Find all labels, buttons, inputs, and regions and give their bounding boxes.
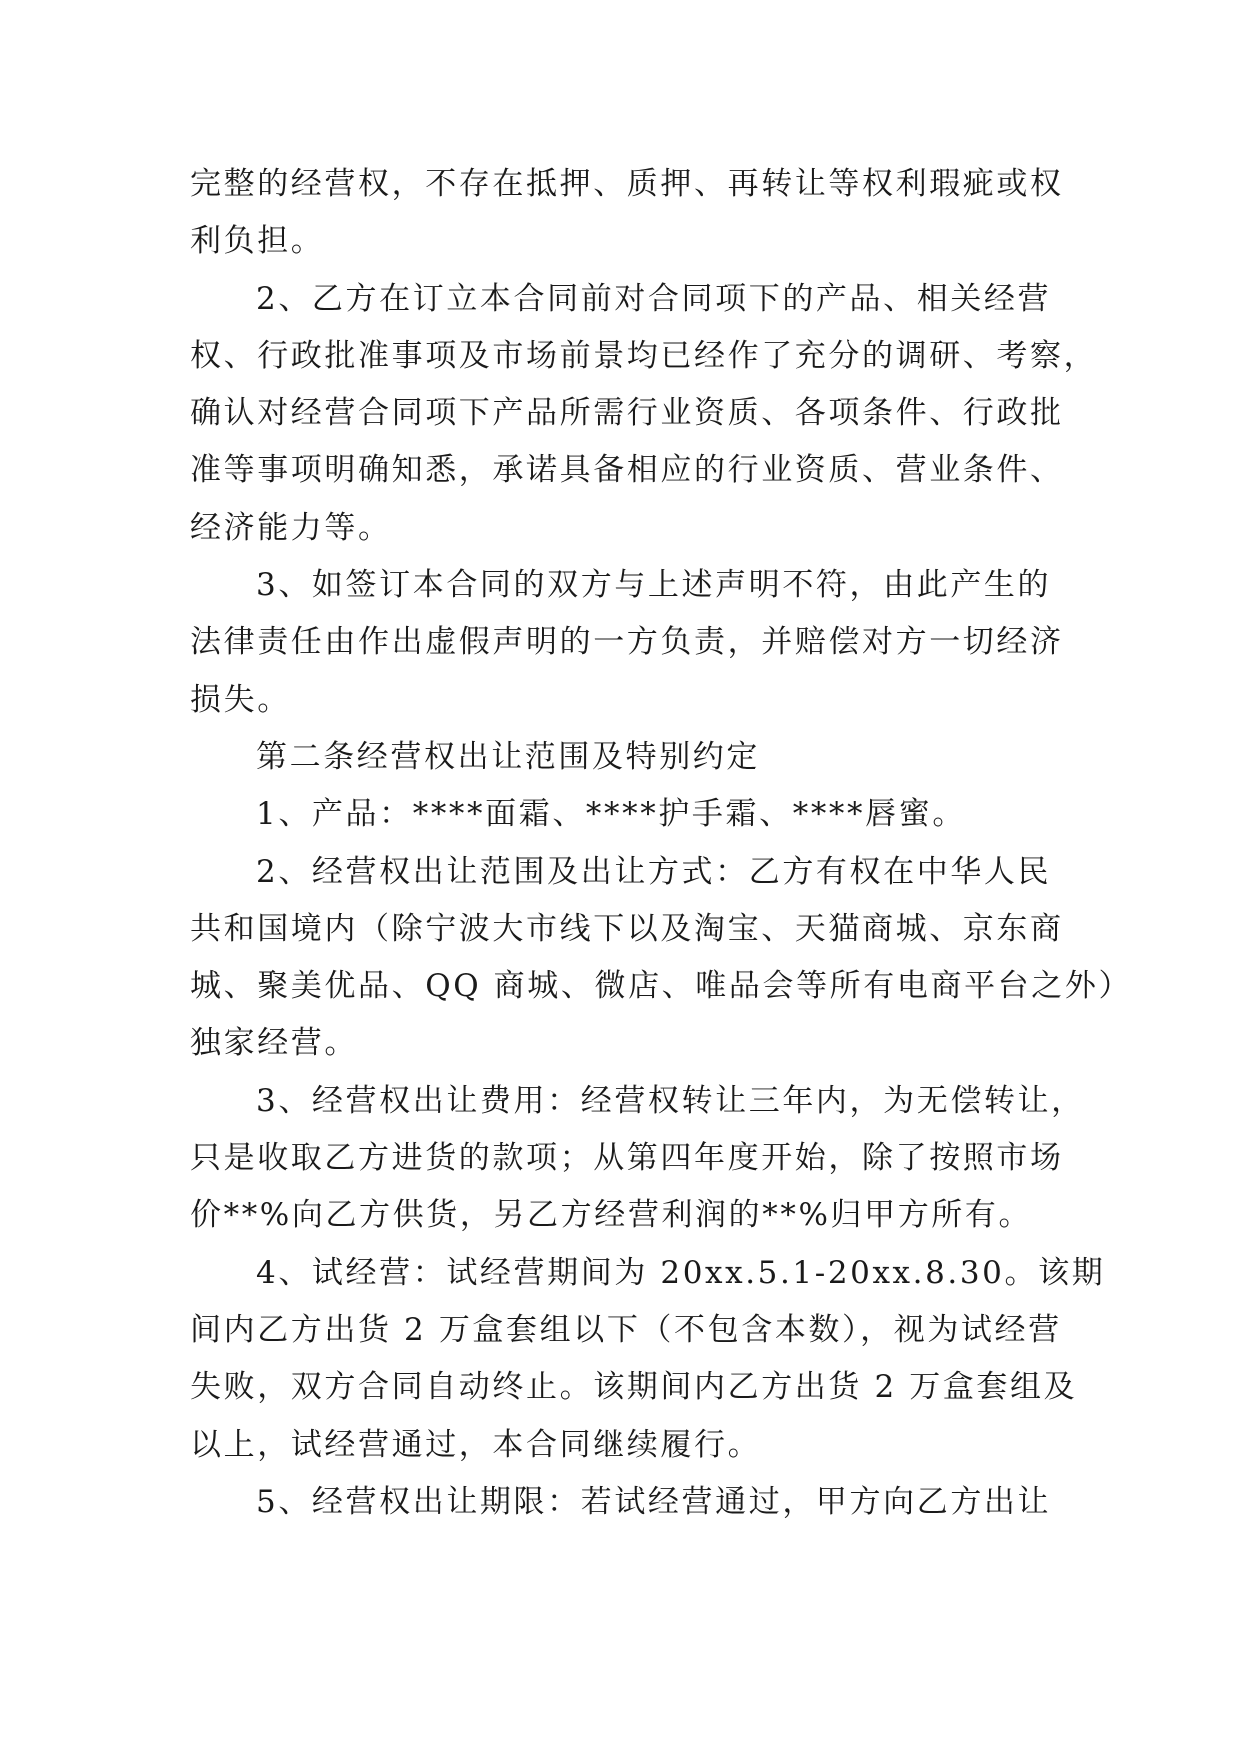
paragraph-line: 2、乙方在订立本合同前对合同项下的产品、相关经营 — [256, 280, 1052, 317]
text-line: 价**%向乙方供货，另乙方经营利润的**%归甲方所有。 — [190, 1197, 1033, 1234]
paragraph-line: 3、如签订本合同的双方与上述声明不符，由此产生的 — [256, 567, 1052, 604]
paragraph-line: 5、经营权出让期限：若试经营通过，甲方向乙方出让 — [256, 1483, 1052, 1520]
text-line: 损失。 — [190, 681, 291, 718]
text-line: 以上，试经营通过，本合同继续履行。 — [190, 1426, 762, 1463]
paragraph-line: 2、经营权出让范围及出让方式：乙方有权在中华人民 — [256, 853, 1052, 890]
text-line: 利负担。 — [190, 223, 325, 260]
document-page — [190, 156, 1133, 1531]
text-line: 独家经营。 — [190, 1025, 358, 1062]
text-line: 共和国境内（除宁波大市线下以及淘宝、天猫商城、京东商 — [190, 910, 1064, 947]
text-line: 法律责任由作出虚假声明的一方负责，并赔偿对方一切经济 — [190, 624, 1064, 661]
text-line: 权、行政批准事项及市场前景均已经作了充分的调研、考察， — [190, 337, 1098, 374]
text-line: 确认对经营合同项下产品所需行业资质、各项条件、行政批 — [190, 395, 1064, 432]
text-line: 完整的经营权，不存在抵押、质押、再转让等权利瑕疵或权 — [190, 166, 1064, 202]
section-heading: 第二条经营权出让范围及特别约定 — [256, 738, 760, 775]
paragraph-line: 1、产品：****面霜、****护手霜、****唇蜜。 — [256, 796, 966, 833]
text-line: 城、聚美优品、QQ 商城、微店、唯品会等所有电商平台之外） — [190, 968, 1133, 1005]
paragraph-line: 3、经营权出让费用：经营权转让三年内，为无偿转让， — [256, 1082, 1085, 1119]
paragraph-line: 4、试经营：试经营期间为 20xx.5.1-20xx.8.30。该期 — [256, 1254, 1106, 1291]
text-line: 间内乙方出货 2 万盒套组以下（不包含本数），视为试经营 — [190, 1311, 1062, 1348]
text-line: 失败，双方合同自动终止。该期间内乙方出货 2 万盒套组及 — [190, 1369, 1078, 1406]
text-line: 经济能力等。 — [190, 509, 392, 546]
text-line: 只是收取乙方进货的款项；从第四年度开始，除了按照市场 — [190, 1140, 1064, 1177]
text-line: 准等事项明确知悉，承诺具备相应的行业资质、营业条件、 — [190, 452, 1064, 489]
